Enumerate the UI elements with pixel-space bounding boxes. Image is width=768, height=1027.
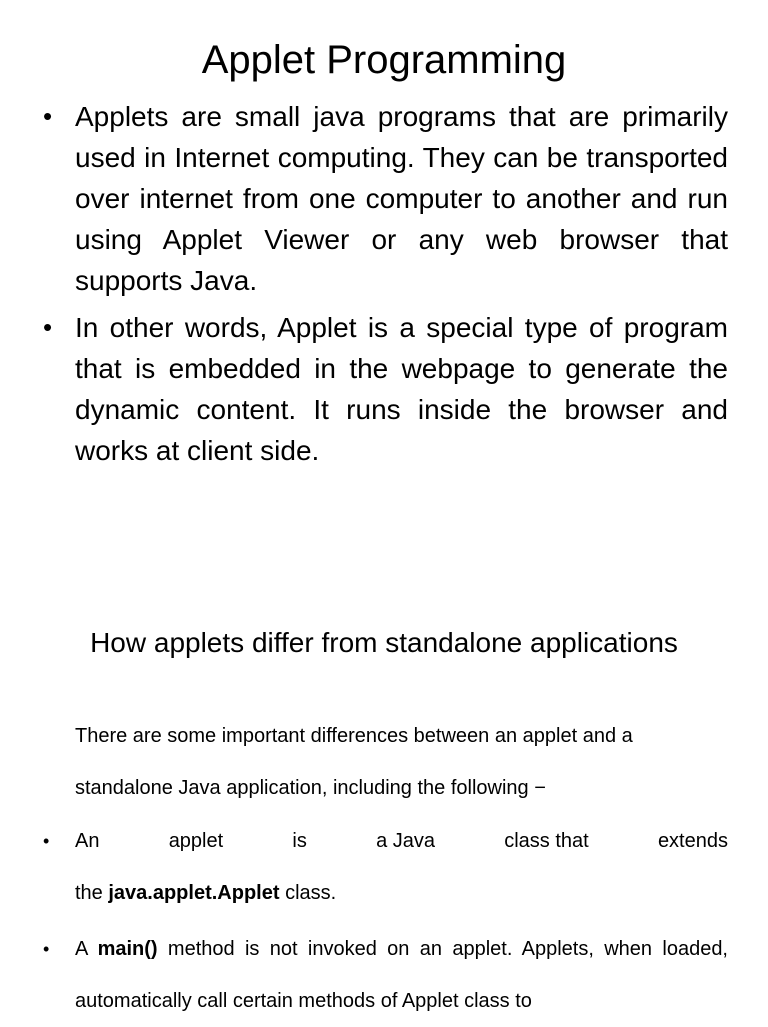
list-item	[40, 96, 728, 301]
bullet-first-line	[75, 815, 728, 867]
bullet-text: Applets are small java programs that are primarily used in Internet computing. They can be transported over internet from one computer to another and run using Applet Viewer or any web browser that supports Java.	[75, 101, 728, 296]
bullet-word: class that	[504, 830, 589, 852]
bullet-icon: •	[43, 939, 50, 959]
intro-paragraph: There are some important differences between an applet and a standalone Java application, including the following −	[75, 725, 633, 799]
differences-bullet-list	[40, 815, 728, 1027]
bullet-text: class.	[279, 882, 337, 904]
bullet-word: extends	[657, 830, 728, 852]
intro-bullet-list	[40, 96, 728, 471]
bold-method-name: main()	[97, 938, 158, 960]
bullet-icon: •	[43, 101, 53, 131]
section-heading: How applets differ from standalone applications	[90, 627, 678, 658]
bullet-word: An	[75, 830, 100, 852]
list-item	[40, 923, 728, 1027]
page-title: Applet Programming	[201, 38, 567, 82]
bullet-word: applet	[168, 830, 224, 852]
bullet-text: In other words, Applet is a special type of program that is embedded in the webpage to generate the dynamic content. It runs inside the browser and works at client side.	[75, 312, 728, 466]
bold-class-name: java.applet.Applet	[108, 882, 280, 904]
bullet-word: a Java	[376, 830, 436, 852]
bullet-text: the	[75, 882, 109, 904]
bullet-icon: •	[43, 312, 53, 342]
bullet-text: method is not invoked on an applet. Applets, when loaded, automatically call certain methods of Applet class to	[75, 938, 728, 1012]
bullet-word: is	[292, 830, 307, 852]
list-item	[40, 307, 728, 471]
bullet-second-line	[75, 867, 728, 919]
bullet-text: A	[75, 938, 98, 960]
bullet-icon: •	[43, 831, 50, 851]
list-item	[40, 815, 728, 919]
